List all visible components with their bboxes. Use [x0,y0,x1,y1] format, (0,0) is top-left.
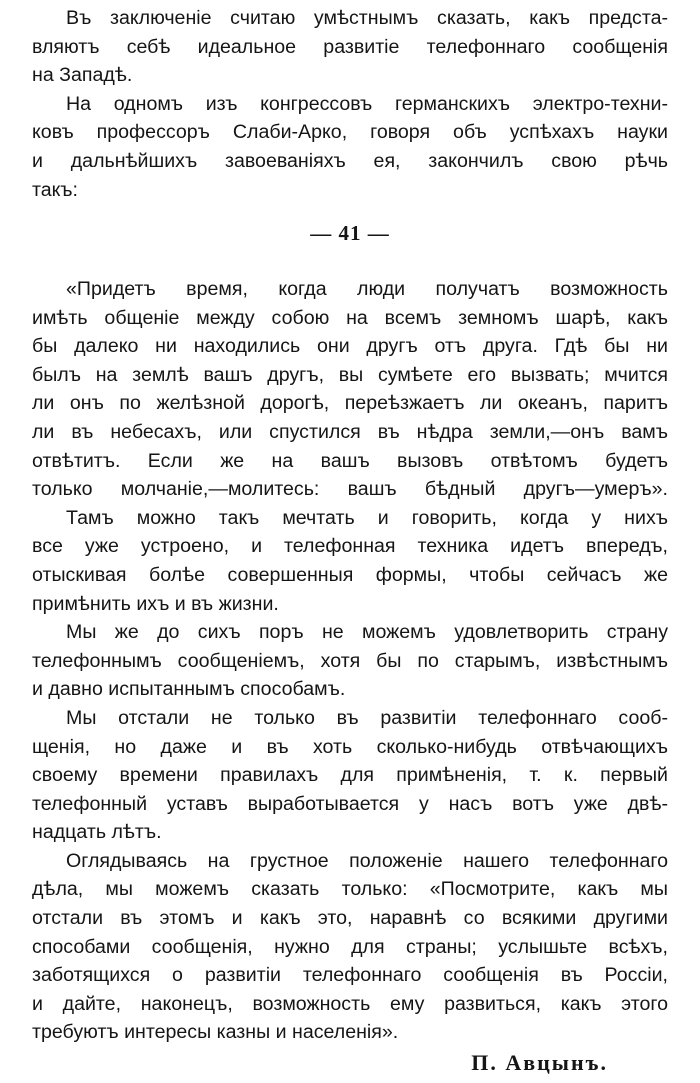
text-line: своему времени правилахъ для примѣненія, т. к. первый [32,764,668,787]
text-line: телефонный уставъ выработывается у насъ вотъ уже двѣ- [32,792,668,815]
text-line: отыскивая болѣе совершенныя формы, чтобы сейчасъ же [32,563,668,586]
paragraph [32,847,668,1047]
text-line: щенія, но даже и въ хоть сколько-нибудь отвѣчающихъ [32,735,668,758]
text-line: ли въ небесахъ, или спустился въ нѣдра земли,—онъ вамъ [32,420,668,443]
text-line: на Западѣ. [32,64,133,87]
text-line: и дальнѣйшихъ завоеваніяхъ ея, закончилъ свою рѣчь [32,149,668,172]
text-line: заботящихся о развитіи телефоннаго сообщенія въ Россіи, [32,964,668,987]
text-line: бы далеко ни находились они другъ отъ друга. Гдѣ бы ни [32,335,668,358]
text-line: требуютъ интересы казны и населенія». [32,1021,399,1044]
text-line: Оглядываясь на грустное положеніе нашего телефоннаго [66,849,668,872]
text-line: дѣла, мы можемъ сказать только: «Посмотрите, какъ мы [32,878,668,901]
text-line: телефоннымъ сообщеніемъ, хотя бы по старымъ, извѣстнымъ [32,649,668,672]
text-line: На одномъ изъ конгрессовъ германскихъ электро-техни- [66,92,668,115]
top-text-block [32,4,668,204]
text-line: Въ заключеніе считаю умѣстнымъ сказать, какъ предста- [66,7,668,29]
paragraph [32,275,668,504]
text-line: все уже устроено, и телефонная техника идетъ впередъ, [32,535,668,558]
page-number: — 41 — [310,221,390,245]
text-line: только молчаніе,—молитесь: вашъ бѣдный другъ—умеръ». [32,478,668,501]
text-line: примѣнить ихъ и въ жизни. [32,592,279,615]
bottom-text-block [32,275,668,1047]
paragraph [32,618,668,704]
author-signature: П. Авцынъ. [471,1050,608,1075]
paragraph [32,4,668,90]
text-line: ковъ профессоръ Слаби-Арко, говоря объ успѣхахъ науки [32,121,668,144]
paragraph [32,90,668,204]
text-line: Мы отстали не только въ развитіи телефоннаго сооб- [66,706,668,729]
paragraph [32,504,668,618]
text-line: имѣть общеніе между собою на всемъ земномъ шарѣ, какъ [32,306,668,329]
text-line: вляютъ себѣ идеальное развитіе телефоннаго сообщенія [32,35,668,58]
text-line: и дайте, наконецъ, возможность ему развиться, какъ этого [32,992,668,1015]
text-line: «Придетъ время, когда люди получатъ возможность [66,278,668,300]
text-line: Мы же до сихъ поръ не можемъ удовлетворить страну [66,621,668,644]
text-line: и давно испытаннымъ способамъ. [32,678,346,701]
text-line: ли онъ по желѣзной дорогѣ, переѣзжаетъ ли океанъ, паритъ [32,392,668,415]
text-line: надцать лѣтъ. [32,821,162,844]
text-line: былъ на землѣ вашъ другъ, вы сумѣете его вызвать; мчится [32,363,668,386]
paragraph [32,704,668,847]
text-line: способами сообщенія, нужно для страны; услышьте всѣхъ, [32,935,668,958]
text-line: отвѣтитъ. Если же на вашъ вызовъ отвѣтомъ будетъ [32,449,668,472]
text-line: такъ: [32,178,78,201]
text-line: отстали въ этомъ и какъ это, наравнѣ со всякими другими [32,907,668,930]
text-line: Тамъ можно такъ мечтать и говорить, когда у нихъ [66,506,668,529]
